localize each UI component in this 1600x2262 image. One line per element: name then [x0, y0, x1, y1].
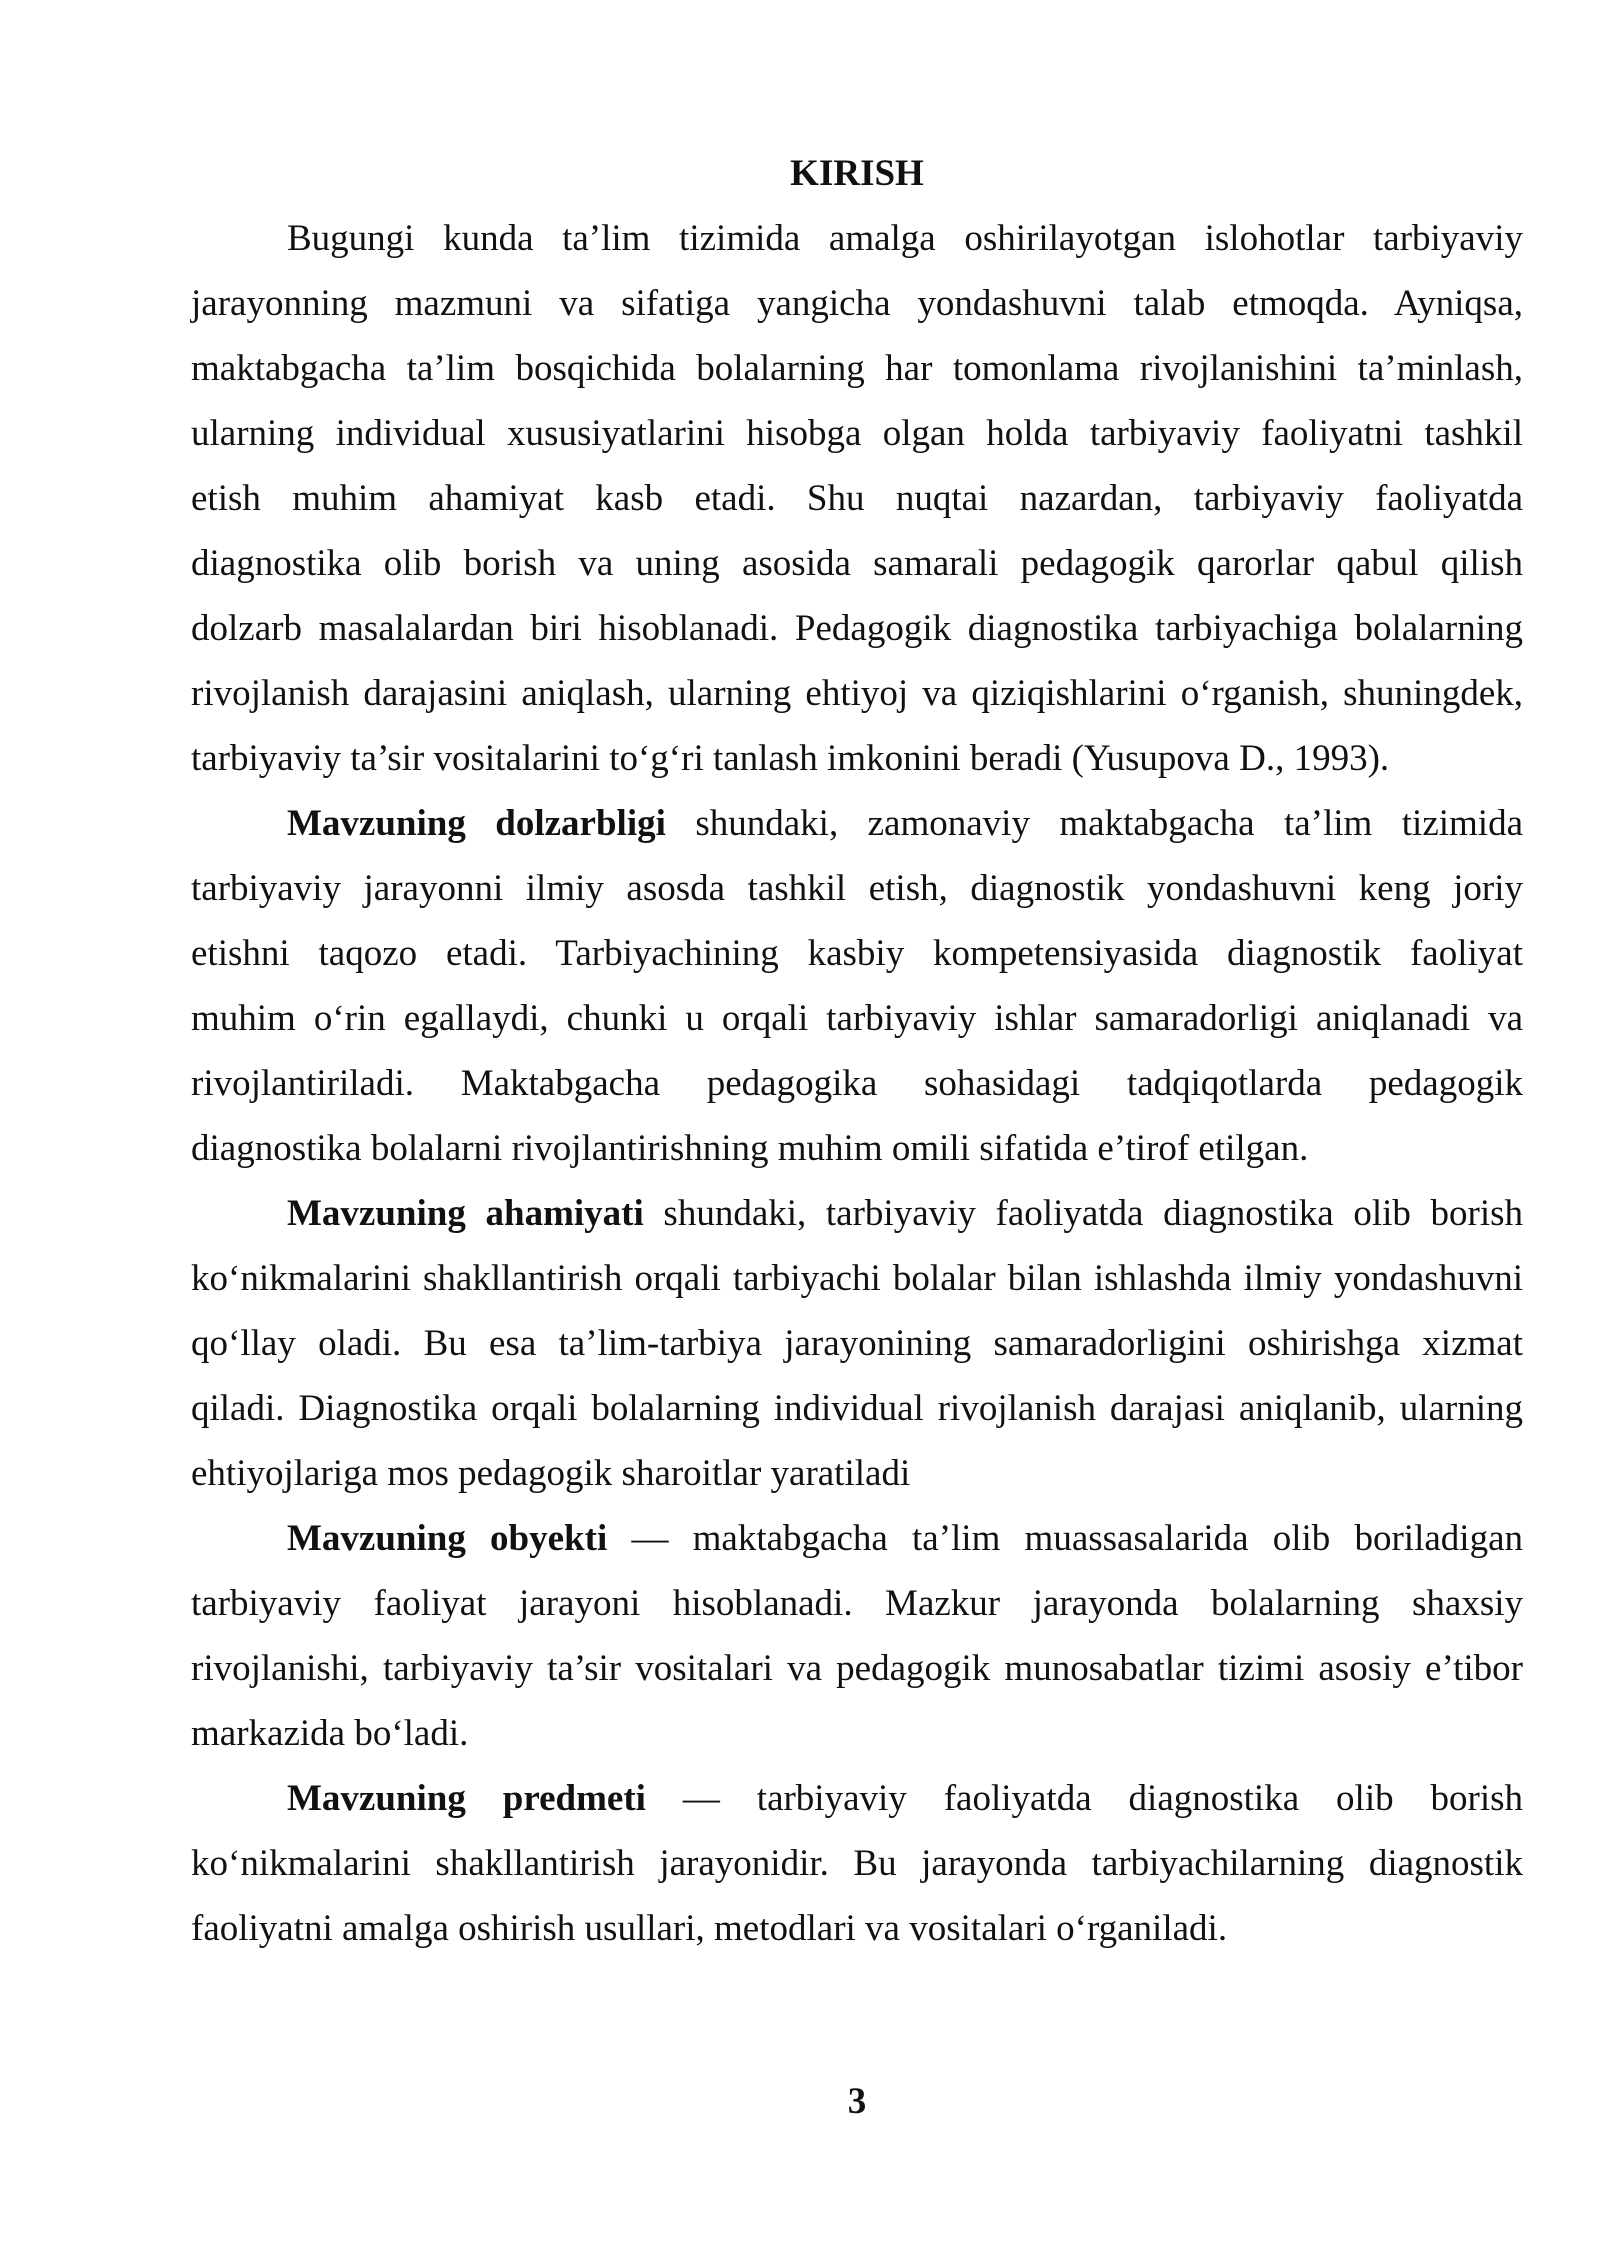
text-run: — tarbiyaviy faoliyatda diagnostika olib borish — [682, 1778, 1524, 1819]
text-line: ularning individual xususiyatlarini hisobga olgan holda tarbiyaviy faoliyatni tashkil — [191, 413, 1523, 454]
text-line: ko‘nikmalarini shakllantirish orqali tarbiyachi bolalar bilan ishlashda ilmiy yondashuvni — [191, 1258, 1523, 1299]
paragraph — [191, 1766, 1523, 1961]
paragraph-lead: Mavzuning dolzarbligi — [287, 803, 666, 844]
text-line: tarbiyaviy jarayonni ilmiy asosda tashkil etish, diagnostik yondashuvni keng joriy — [191, 868, 1523, 909]
text-line: tarbiyaviy faoliyat jarayoni hisoblanadi. Mazkur jarayonda bolalarning shaxsiy — [191, 1583, 1523, 1624]
text-line: tarbiyaviy ta’sir vositalarini to‘g‘ri tanlash imkonini beradi (Yusupova D., 1993). — [191, 738, 1390, 779]
section-title: KIRISH — [790, 153, 924, 194]
text-line — [191, 1766, 1523, 1831]
text-line: dolzarb masalalardan biri hisoblanadi. Pedagogik diagnostika tarbiyachiga bolalarning — [191, 608, 1523, 649]
paragraph — [191, 1506, 1523, 1766]
text-line: qiladi. Diagnostika orqali bolalarning individual rivojlanish darajasi aniqlanib, ularning — [191, 1388, 1523, 1429]
page-content — [191, 141, 1523, 1961]
text-run: shundaki, zamonaviy maktabgacha ta’lim tizimida — [695, 803, 1523, 844]
text-line: rivojlanish darajasini aniqlash, ularning ehtiyoj va qiziqishlarini o‘rganish, shuningdek, — [191, 673, 1523, 714]
text-run: shundaki, tarbiyaviy faoliyatda diagnostika olib borish — [663, 1193, 1524, 1234]
paragraph-lead: Mavzuning ahamiyati — [287, 1193, 644, 1234]
paragraph-lead: Mavzuning obyekti — [287, 1518, 608, 1559]
text-line: ko‘nikmalarini shakllantirish jarayonidir. Bu jarayonda tarbiyachilarning diagnostik — [191, 1843, 1523, 1884]
text-line: rivojlantiriladi. Maktabgacha pedagogika sohasidagi tadqiqotlarda pedagogik — [191, 1063, 1523, 1104]
paragraph-lead: Mavzuning predmeti — [287, 1778, 646, 1819]
text-line — [191, 791, 1523, 856]
text-line — [191, 1181, 1523, 1246]
text-line: etish muhim ahamiyat kasb etadi. Shu nuqtai nazardan, tarbiyaviy faoliyatda — [191, 478, 1523, 519]
text-line — [191, 1506, 1523, 1571]
text-line: diagnostika olib borish va uning asosida samarali pedagogik qarorlar qabul qilish — [191, 543, 1523, 584]
text-line: qo‘llay oladi. Bu esa ta’lim-tarbiya jarayonining samaradorligini oshirishga xizmat — [191, 1323, 1523, 1364]
text-line: maktabgacha ta’lim bosqichida bolalarning har tomonlama rivojlanishini ta’minlash, — [191, 348, 1523, 389]
paragraph — [191, 791, 1523, 1181]
text-line: markazida bo‘ladi. — [191, 1713, 469, 1754]
text-line: Bugungi kunda ta’lim tizimida amalga oshirilayotgan islohotlar tarbiyaviy — [287, 218, 1523, 259]
text-line: rivojlanishi, tarbiyaviy ta’sir vositalari va pedagogik munosabatlar tizimi asosiy e’tibor — [191, 1648, 1523, 1689]
text-line: etishni taqozo etadi. Tarbiyachining kasbiy kompetensiyasida diagnostik faoliyat — [191, 933, 1523, 974]
text-run: — maktabgacha ta’lim muassasalarida olib boriladigan — [631, 1518, 1523, 1559]
text-line: faoliyatni amalga oshirish usullari, metodlari va vositalari o‘rganiladi. — [191, 1908, 1228, 1949]
paragraph — [191, 206, 1523, 791]
text-line: diagnostika bolalarni rivojlantirishning muhim omili sifatida e’tirof etilgan. — [191, 1128, 1309, 1169]
paragraph — [191, 1181, 1523, 1506]
text-line: ehtiyojlariga mos pedagogik sharoitlar yaratiladi — [191, 1453, 911, 1494]
body-text — [191, 206, 1523, 1961]
text-line: muhim o‘rin egallaydi, chunki u orqali tarbiyaviy ishlar samaradorligi aniqlanadi va — [191, 998, 1523, 1039]
page-number: 3 — [847, 2081, 867, 2122]
text-line: jarayonning mazmuni va sifatiga yangicha yondashuvni talab etmoqda. Ayniqsa, — [191, 283, 1523, 324]
